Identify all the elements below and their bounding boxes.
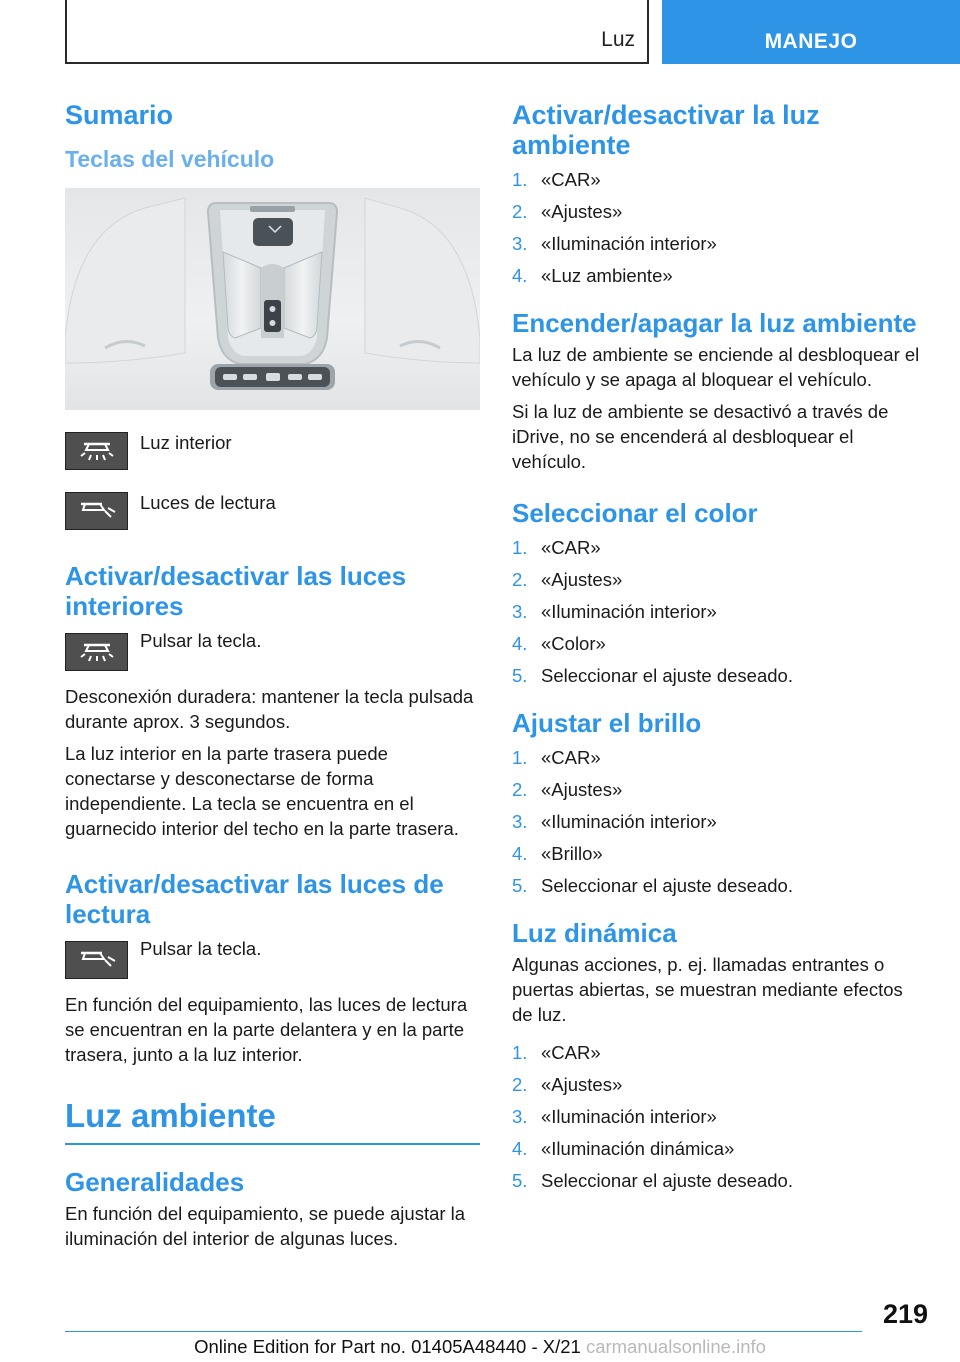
brightness-heading: Ajustar el brillo: [512, 708, 702, 738]
list-item: 4. «Color»: [512, 633, 606, 654]
list-item: 4. «Brillo»: [512, 843, 603, 864]
reading-paragraph: En función del equipamiento, las luces de lectura se encuentran en la parte delantera y en la parte trasera, junto a la luz interior.: [65, 994, 468, 1065]
interior-light-icon: [65, 633, 128, 671]
edition-footer: [0, 1336, 960, 1358]
list-item: 1. «CAR»: [512, 1042, 601, 1063]
list-item: 1. «CAR»: [512, 537, 601, 558]
general-heading: Generalidades: [65, 1167, 245, 1197]
section-rule: [65, 1143, 480, 1145]
key-row-reading: [65, 492, 480, 530]
key-label-interior: Luz interior: [140, 432, 232, 453]
activate-heading: Activar/desactivar la luz ambiente: [512, 100, 820, 160]
general-paragraph: En función del equipamiento, se puede ajustar la iluminación del interior de algunas luces.: [65, 1203, 466, 1249]
list-item: 5. Seleccionar el ajuste deseado.: [512, 1170, 793, 1191]
list-item: 2. «Ajustes»: [512, 569, 623, 590]
color-heading: Seleccionar el color: [512, 498, 758, 528]
list-item: 4. «Iluminación dinámica»: [512, 1138, 735, 1159]
section-title: Luz: [601, 28, 635, 51]
onoff-paragraph-2: Si la luz de ambiente se desactivó a través de iDrive, no se encenderá al desbloquear el vehículo.: [512, 401, 889, 472]
sumario-heading: Sumario: [65, 100, 174, 130]
list-item: 3. «Iluminación interior»: [512, 601, 717, 622]
key-row-interior: [65, 432, 480, 470]
list-item: 1. «CAR»: [512, 747, 601, 768]
reading-press-row: [65, 938, 480, 979]
right-column: [512, 100, 927, 1197]
roof-console-photo: [65, 188, 480, 410]
interior-press-row: [65, 630, 480, 671]
page-number: 219: [882, 1299, 928, 1329]
ambient-section-title: Luz ambiente: [65, 1097, 276, 1134]
list-item: 1. «CAR»: [512, 169, 601, 190]
list-item: 5. Seleccionar el ajuste deseado.: [512, 665, 793, 686]
footer-rule: [65, 1331, 862, 1332]
teclas-heading: Teclas del vehículo: [65, 146, 275, 172]
reading-light-icon: [65, 941, 128, 979]
onoff-heading: Encender/apagar la luz ambiente: [512, 308, 917, 338]
color-steps: [512, 532, 927, 692]
watermark-text: carmanualsonline.info: [585, 1336, 766, 1357]
list-item: 5. Seleccionar el ajuste deseado.: [512, 875, 793, 896]
interior-heading: Activar/desactivar las luces interiores: [65, 561, 407, 621]
key-label-reading: Luces de lectura: [140, 492, 276, 513]
list-item: 2. «Ajustes»: [512, 1074, 623, 1095]
brightness-steps: [512, 742, 927, 902]
interior-paragraph-1: Desconexión duradera: mantener la tecla pulsada durante aprox. 3 segundos.: [65, 686, 474, 732]
dynamic-paragraph: Algunas acciones, p. ej. llamadas entrantes o puertas abiertas, se muestran mediante efectos de luz.: [512, 954, 903, 1025]
reading-heading: Activar/desactivar las luces de lectura: [65, 869, 444, 929]
reading-press-text: Pulsar la tecla.: [140, 938, 262, 959]
list-item: 2. «Ajustes»: [512, 201, 623, 222]
onoff-paragraph-1: La luz de ambiente se enciende al desbloquear el vehículo y se apaga al bloquear el vehículo.: [512, 344, 920, 390]
list-item: 4. «Luz ambiente»: [512, 265, 673, 286]
interior-paragraph-2: La luz interior en la parte trasera puede conectarse y desconectarse de forma independiente. La tecla se encuentra en el guarnecido interior del techo en la parte trasera.: [65, 743, 459, 839]
roof-console-illustration: [65, 188, 480, 410]
left-column: [65, 100, 480, 1251]
header-section-box: [65, 0, 649, 64]
list-item: 3. «Iluminación interior»: [512, 811, 717, 832]
edition-text: Online Edition for Part no. 01405A48440 - X/21: [194, 1336, 581, 1357]
interior-light-icon: [65, 432, 128, 470]
chapter-tab[interactable]: [662, 0, 960, 64]
dynamic-steps: [512, 1037, 927, 1197]
activate-steps: [512, 164, 927, 292]
chapter-title: MANEJO: [764, 30, 858, 53]
dynamic-heading: Luz dinámica: [512, 918, 677, 948]
list-item: 3. «Iluminación interior»: [512, 1106, 717, 1127]
list-item: 2. «Ajustes»: [512, 779, 623, 800]
reading-light-icon: [65, 492, 128, 530]
list-item: 3. «Iluminación interior»: [512, 233, 717, 254]
interior-press-text: Pulsar la tecla.: [140, 630, 262, 651]
